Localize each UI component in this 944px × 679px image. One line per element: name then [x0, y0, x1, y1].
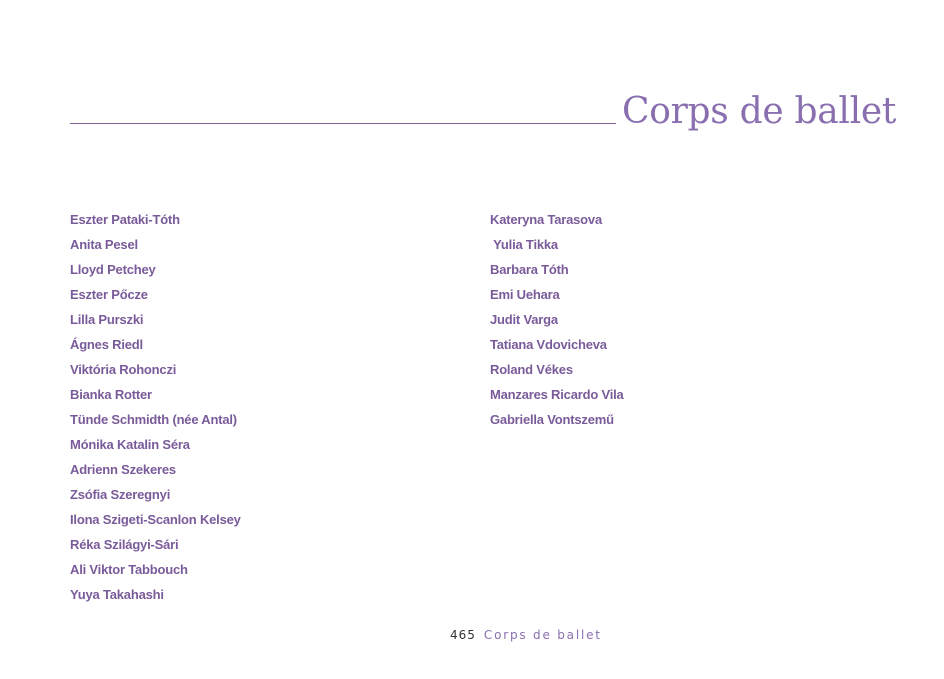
list-item: Emi Uehara: [490, 287, 560, 302]
list-item: Anita Pesel: [70, 237, 138, 252]
page-number: 465: [450, 628, 476, 642]
list-item: Ágnes Riedl: [70, 337, 143, 352]
name-list-left: [70, 210, 241, 610]
header-rule: [70, 123, 616, 124]
list-item: Viktória Rohonczi: [70, 362, 177, 377]
list-item: Réka Szilágyi-Sári: [70, 537, 179, 552]
list-item: Eszter Pataki-Tóth: [70, 212, 180, 227]
name-list-right: [490, 210, 624, 435]
list-item: Adrienn Szekeres: [70, 462, 176, 477]
list-item: Ali Viktor Tabbouch: [70, 562, 188, 577]
list-item: Judit Varga: [490, 312, 558, 327]
list-item: Yulia Tikka: [490, 237, 558, 252]
page-title: Corps de ballet: [622, 91, 896, 132]
list-item: Mónika Katalin Séra: [70, 437, 190, 452]
list-item: Yuya Takahashi: [70, 587, 164, 602]
list-item: Lilla Purszki: [70, 312, 144, 327]
list-item: Kateryna Tarasova: [490, 212, 602, 227]
running-head: Corps de ballet: [483, 628, 602, 642]
list-item: Gabriella Vontszemű: [490, 412, 614, 427]
list-item: Barbara Tóth: [490, 262, 569, 277]
list-item: Roland Vékes: [490, 362, 573, 377]
list-item: Tünde Schmidth (née Antal): [70, 412, 237, 427]
list-item: Ilona Szigeti-Scanlon Kelsey: [70, 512, 241, 527]
list-item: Tatiana Vdovicheva: [490, 337, 607, 352]
list-item: Lloyd Petchey: [70, 262, 156, 277]
page-footer: [450, 626, 602, 644]
list-item: Manzares Ricardo Vila: [490, 387, 624, 402]
list-item: Eszter Pőcze: [70, 287, 148, 302]
list-item: Zsófia Szeregnyi: [70, 487, 171, 502]
list-item: Bianka Rotter: [70, 387, 152, 402]
